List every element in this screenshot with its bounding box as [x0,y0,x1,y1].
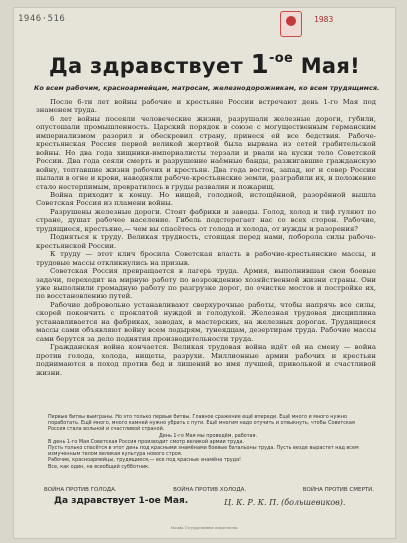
paragraph: Гражданская война кончается. Великая трудовая война идёт ей на смену — война против голода, холода, нищеты, разрухи. Миллионные армии рабочих и крестьян поднимаются в поход против бед и лишений во имя лучшей, привольной и счастливой жизни. [36,343,376,377]
library-stamp-icon [280,11,302,37]
subheadline: Ко всем рабочим, красноармейцам, матросам, железнодорожникам, ко всем трудящимся. [34,84,380,92]
inventory-number: 1983 [314,15,334,24]
paragraph: Подняться к труду. Великая трудность, стоящая перед нами, поборола силы рабоче-крестьянской России. [36,233,376,250]
appeal-line: День 1-го Мая мы проведём, работая. [158,432,258,439]
closing-appeal [48,414,368,470]
appeal-line: Рабочие, красноармейцы, трудящиеся,— все под красные знамёна труда! [48,457,242,464]
paragraph: Война приходит к концу. Но нищей, голодной, истощённой, разорённой вышла Советская Россия из пламени войны. [36,190,376,208]
closing-slogan: Да здравствует 1-ое Мая. [54,496,189,506]
poster-headline [14,50,395,80]
slogan-cold: ВОЙНА ПРОТИВ ХОЛОДА. [173,487,247,493]
headline-suffix: -ое [269,51,294,66]
paragraph: Советская Россия превращается в лагерь труда. Армия, выполнившая свои боевые задачи, переходит на мирную работу по возрождению хозяйственной жизни страны. Они уже выполнили громадную работу по разгрузке дорог, по очистке мостов и постройке их, по восстановлению путей. [36,267,376,301]
handwritten-catalog-number: 1946·516 [18,14,66,24]
appeal-line: В день 1-го Мая Советская Россия производит смотр великой армии труда. [48,438,245,445]
appeal-line: Все, как один, на всеобщий субботник. [48,463,150,470]
headline-numeral: 1 [250,50,270,80]
slogan-hunger: ВОЙНА ПРОТИВ ГОЛОДА. [44,487,117,493]
headline-text-1: Да здравствует [48,54,251,78]
headline-text-2: Мая! [293,54,361,78]
paragraph: К труду — этот клич бросила Советская власть в рабочие-крестьянские массы, и трудовые массы откликнулись на призыв. [36,250,376,267]
signature: Ц. К. Р. К. П. (большевиков). [224,498,346,507]
printer-imprint: Москва. Государственное издательство. [170,526,239,530]
poster-sheet [14,8,395,538]
war-slogans [44,487,374,495]
paragraph: Рабочие добровольно устанавливают сверхурочные работы, чтобы напрячь все силы, скорей покончить с проклятой нуждой и голодухой. Железная трудовая дисциплина устанавливается на фабриках, заводах, в мастерских, на железных дорогах. Трудящиеся массы сами объявляют войну всем лодырям, тунеядцам, дезертирам труда. Рабочие массы сами берутся за дело поднятия производительности труда. [36,300,376,343]
slogan-death: ВОЙНА ПРОТИВ СМЕРТИ. [302,487,374,493]
paragraph: После 6-ти лет войны рабочие и крестьяне России встречают день 1-го Мая под знаменем труда. [36,98,376,115]
appeal-line: Первые битвы выиграны. Но это только первые битвы. Главное сражение ещё впереди. Ещё много и много нужно поработать. Ещё много, много камней нужно убрать с пути. Ещё многим надо отучить и отвыкнуть, чтобы Советская Россия стала вольной и счастливой страной. [48,414,355,433]
appeal-line: Пусть только спасётся в этот день под красными знамёнами боевые батальоны труда. Пусть везде вырастет над всем измученным телом великая культура нового строя. [48,445,359,458]
paragraph: 6 лет войны посеяли человеческие жизни, разрушали железные дороги, губили, опустошали промышленность. Царский порядок в союзе с могущественным германским империализмом разорил и обескровил страну, принеся ей все бедствия. Рабоче-крестьянская Россия первой великой жертвой была вырвана из сетей грабительской войны. Но два года хищники-империалисты терзали и рвали на куски тело Советской России. Два года сеяли смерть и разрушение наёмные банды, разжигавшие гражданскую войну, топтавшие жизни рабочих и крестьян. Два года восток, запад, юг и север России пылали в огне и крови, наводняли рабоче-крестьянские земли, разграбили их, и положение стало нестерпимым, превратилось в груды развалин и пожарищ. [36,114,376,191]
paragraph: Разрушены железные дороги. Стоят фабрики и заводы. Голод, холод и тиф гуляют по стране, душат рабочее население. Гибель подстерегает нас со всех сторон. Рабочие, трудящиеся, крестьяне,— чем вы спасётесь от голода и холода, от нужды и разорения? [36,207,376,233]
main-text [36,98,376,377]
